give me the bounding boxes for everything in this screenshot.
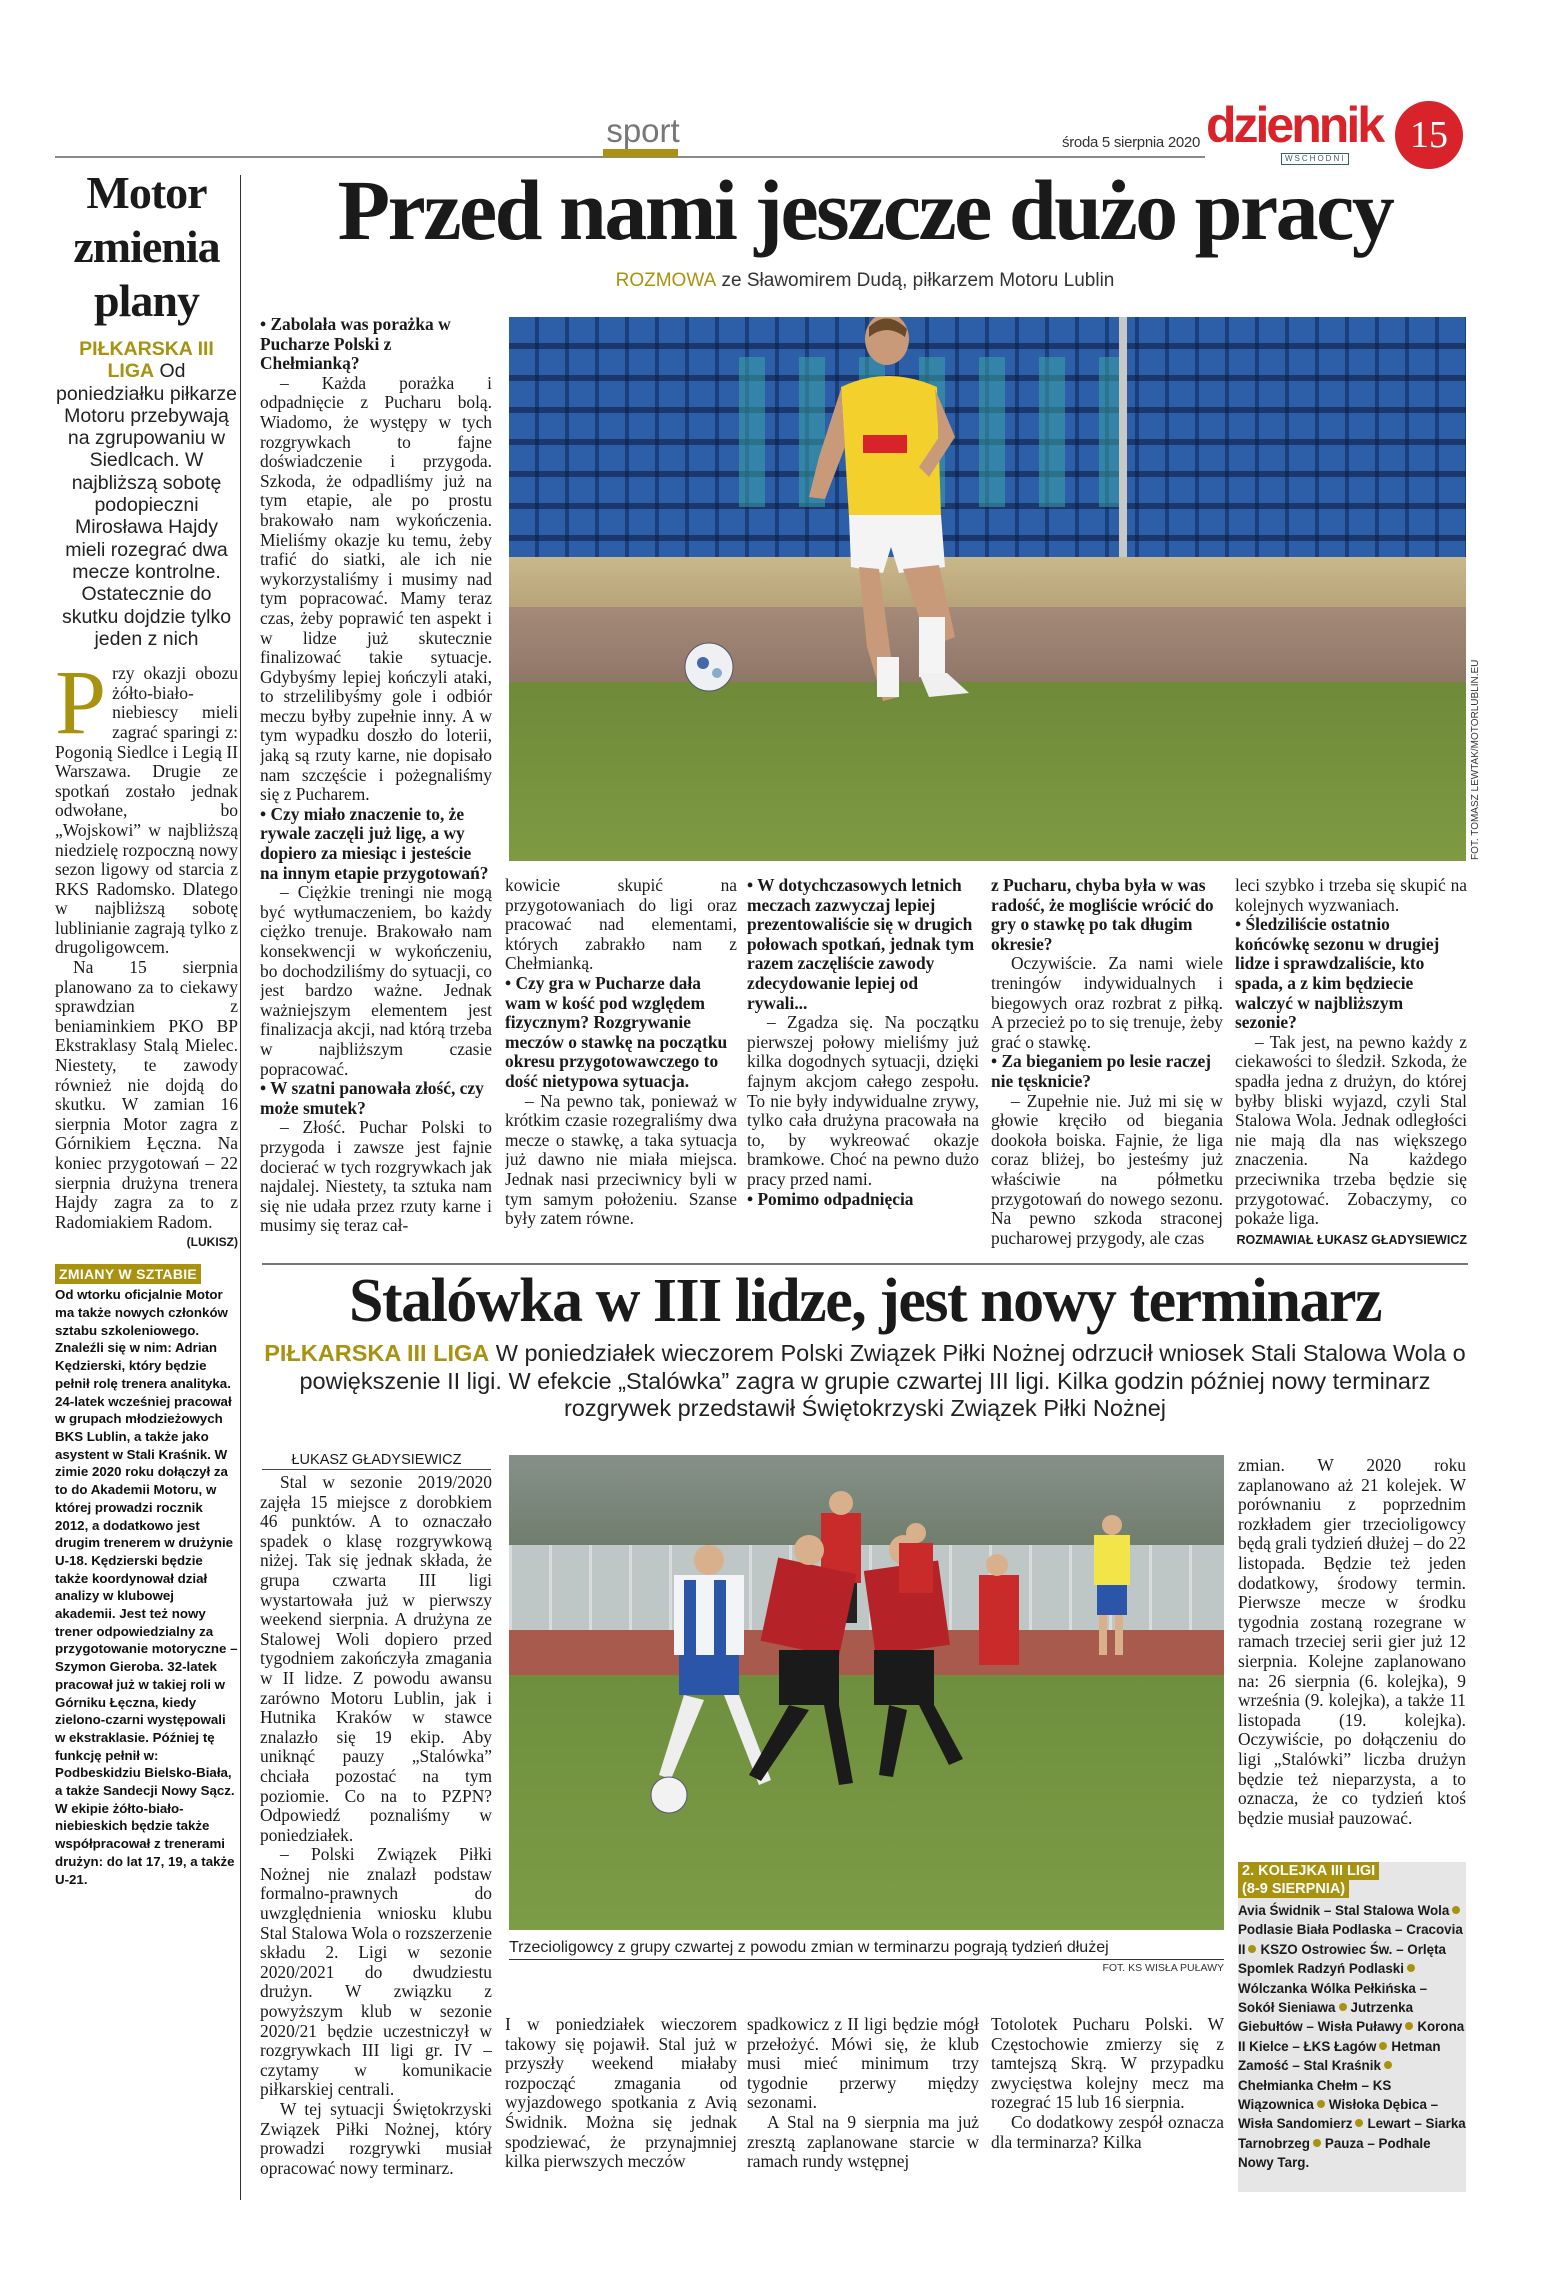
- bullet-dot-icon: [1384, 2061, 1392, 2069]
- question-paragraph: • W szatni panowała złość, czy może smutek?: [260, 1079, 492, 1118]
- bullet-dot-icon: [1355, 2119, 1363, 2127]
- issue-date: środa 5 sierpnia 2020: [1062, 134, 1200, 151]
- bullet-dot-icon: [1452, 1906, 1460, 1914]
- text-paragraph: – Zgadza się. Na początku pierwszej połowy mieliśmy już kilka dogodnych sytuacji, dzięki fajnym akcjom całego zespołu. To nie były indywidualne zrywy, tylko cała drużyna pracowała na to, by wykreować okazje bramkowe. Choć na pewno dużo pracy przed nami.: [747, 1012, 979, 1189]
- bullet-dot-icon: [1379, 2042, 1387, 2050]
- text-paragraph: Oczywiście. Za nami wiele treningów indywidualnych i biegowych oraz rozbrat z piłką. A przecież po to się trenuje, żeby grać o stawkę.: [991, 953, 1223, 1052]
- bullet-dot-icon: [1405, 2022, 1413, 2030]
- text-paragraph: – Polski Związek Piłki Nożnej nie znalazł podstaw formalno-prawnych do uwzględnienia wniosku klubu Stal Stalowa Wola o rozszerzenie składu 2. Ligi w sezonie 2020/2021 do dwudziestu drużyn. W związku z powyższym klub w sezonie 2020/21 będzie uczestniczył w rozgrywkach III ligi gr. IV – czytamy w komunikacie piłkarskiej centrali.: [260, 1844, 492, 2100]
- page-number-badge: 15: [1395, 101, 1463, 169]
- players-figure: [509, 1455, 1224, 1930]
- question-paragraph: • W dotychczasowych letnich meczach zazwyczaj lepiej prezentowaliście się w drugich połowach spotkań, jednak tym razem zaczęliście zawody zdecydowanie lepiej od rywali...: [747, 876, 979, 1013]
- interview-headline: Przed nami jeszcze dużo pracy: [337, 162, 1393, 258]
- article-deck-text: W poniedziałek wieczorem Polski Związek Piłki Nożnej odrzucił wniosek Stali Stalowa Wola o powiększenie II ligi. W efekcie „Stalówka” zagra w grupie czwartej III ligi. Kilka godzin później nowy terminarz rozgrywek przedstawił Świętokrzyski Związek Piłki Nożnej: [299, 1340, 1466, 1421]
- interview-column-4: [991, 876, 1223, 1248]
- fixture-item: Avia Świdnik – Stal Stalowa Wola: [1238, 1903, 1450, 1918]
- text-paragraph: leci szybko i trzeba się skupić na kolejnych wyzwaniach.: [1235, 876, 1467, 915]
- question-paragraph: • Za bieganiem po lesie raczej nie tęsknicie?: [991, 1052, 1223, 1091]
- interview-kicker: ROZMOWA: [615, 270, 717, 291]
- fixture-item: Chełmianka Chełm – KS Wiązownica: [1238, 2077, 1392, 2113]
- article-kicker: PIŁKARSKA III LIGA: [264, 1340, 490, 1366]
- fixture-item: Lewart – Siarka Tarnobrzeg: [1238, 2116, 1466, 2151]
- bullet-dot-icon: [1407, 1964, 1415, 1972]
- sidebar: [55, 166, 238, 2206]
- text-paragraph: Co dodatkowy zespół oznacza dla terminarza? Kilka: [991, 2111, 1224, 2152]
- fixture-item: Podlasie Biała Podlaska – Cracovia II: [1238, 1922, 1463, 1957]
- match-photo: [509, 1455, 1224, 1930]
- text-paragraph: spadkowicz z II ligi będzie mógł przełożyć. Mówi się, że klub musi mieć minimum trzy tygodnie przerwy między sezonami.: [747, 2015, 979, 2113]
- article-column-5: [1238, 1456, 1466, 1856]
- text-paragraph: Totolotek Pucharu Polski. W Częstochowie zmierzy się z tamtejszą Skrą. W przypadku zwycięstwa kolejny mecz ma rozegrać 15 lub 16 sierpnia.: [991, 2015, 1224, 2113]
- interview-signature: ROZMAWIAŁ ŁUKASZ GŁADYSIEWICZ: [1236, 1232, 1467, 1247]
- fixture-item: Hetman Zamość – Stal Kraśnik: [1238, 2038, 1441, 2074]
- staff-changes-text: Od wtorku oficjalnie Motor ma także nowych członków sztabu szkoleniowego. Znaleźli się w nim: Adrian Kędzierski, który będzie pełnił rolę trenera analityka. 24-latek wcześniej pracował w grupach młodzieżowych BKS Lublin, a także jako asystent w Stali Kraśnik. W zimie 2020 roku dołączył za to do Akademii Motoru, w której prowadzi rocznik 2012, a dodatkowo jest drugim trenerem w drużynie U-18. Kędzierski będzie także koordynował dział analizy w klubowej akademii. Jest też nowy trener odpowiedzialny za przygotowanie motoryczne – Szymon Gieroba. 32-latek pracował już w takiej roli w Górniku Łęczna, kiedy zielono-czarni występowali w ekstraklasie. Później tę funkcję pełnił w: Podbeskidziu Bielsko-Biała, a także Sandecji Nowy Sącz. W ekipie żółto-biało-niebieskich będzie także współpracował z trenerami drużyn: do lat 17, 19, a także U-21.: [55, 1287, 238, 1887]
- sidebar-lead: [55, 338, 238, 650]
- staff-changes-label: ZMIANY W SZTABIE: [55, 1264, 201, 1284]
- text-paragraph: – Złość. Puchar Polski to przygoda i zawsze jest fajnie docierać w tych rozgrywkach jak najdalej. Niestety, ta sztuka nam się nie udała przez rzuty karne i musimy się teraz cał-: [260, 1117, 492, 1236]
- football-icon: [679, 637, 739, 697]
- text-paragraph: – Tak jest, na pewno każdy z ciekawości to śledził. Szkoda, że spadła jedna z drużyn, do której byłby bliski wyjazd, czyli Stal Stalowa Wola. Jednak odległości nie mają dla nas większego znaczenia. Na każdego przeciwnika trzeba będzie się przygotować. Zobaczymy, co pokaże liga.: [1235, 1031, 1467, 1229]
- article-column-2: [505, 2015, 737, 2210]
- sidebar-divider: [240, 175, 241, 2200]
- photo-caption: Trzecioligowcy z grupy czwartej z powodu zmian w terminarzu pograją tydzień dłużej: [509, 1938, 1224, 1960]
- interview-column-5: [1235, 876, 1467, 1256]
- interview-subtitle: [262, 270, 1468, 292]
- fixture-item: Korona II Kielce – ŁKS Łagów: [1238, 2019, 1465, 2054]
- question-paragraph: • Czy miało znaczenie to, że rywale zaczęli już ligę, a wy dopiero za miesiąc i jesteście na innym etapie przygotowań?: [260, 805, 492, 883]
- photo-credit: FOT. KS WISŁA PUŁAWY: [1102, 1962, 1224, 1974]
- fixture-item: Pauza – Podhale Nowy Targ.: [1238, 2135, 1431, 2171]
- text-paragraph: Stal w sezonie 2019/2020 zajęła 15 miejsce z dorobkiem 46 punktów. A to oznaczało spadek o klasę rozgrywkową niżej. Tak się jednak składa, że grupa czwarta III ligi wystartowała już w pierwszy weekend sierpnia. A drużyna ze Stalowej Woli dopiero przed tygodniem zakończyła zmagania w II lidze. Z powodu awansu zarówno Motoru Lublin, jak i Hutnika Kraków w stawce znalazło się 19 ekip. Aby uniknąć pauzy „Stalówka” chciała pozostać na tym poziomie. Co na to PZPN? Odpowiedź poznaliśmy w poniedziałek.: [260, 1473, 492, 1845]
- text-paragraph: – Każda porażka i odpadnięcie z Pucharu bolą. Wiadomo, że występy w tych rozgrywkach to fajne doświadczenie i przygoda. Szkoda, że odpadliśmy już na tym etapie, ale po prostu brakowało nam wykończenia. Mieliśmy okazje ku temu, żeby trafić do siatki, ale ich nie wykorzystaliśmy i musimy nad tym popracować. Mamy teraz czas, żeby poprawić ten aspekt i w lidze już skutecznie finalizować takie sytuacje. Gdybyśmy lepiej kończyli ataki, to strzelilibyśmy gole i odbiór meczu byłby zupełnie inny. A w tym wypadku doszło do loterii, jaką są rzuty karne, nie dopisało nam szczęście i pożegnaliśmy się z Pucharem.: [260, 372, 492, 805]
- text-paragraph: A Stal na 9 sierpnia ma już zresztą zaplanowane starcie w ramach rundy wstępnej: [747, 2111, 979, 2172]
- interview-column-3: [747, 876, 979, 1248]
- sidebar-paragraph: rzy okazji obozu żółto-biało-niebiescy mieli zagrać sparingi z: Pogonią Siedlce i Legią II Warszawa. Drugie ze spotkań zostało jednak odwołane, bo „Wojskowi” w najbliższą niedzielę rozpoczną nowy sezon ligowy od starcia z RKS Radomsko. Dlatego w najbliższą sobotę lublinianie zagrają tylko z drugoligowcem.: [55, 663, 238, 958]
- bullet-dot-icon: [1248, 1945, 1256, 1953]
- sidebar-paragraph: Na 15 sierpnia planowano za to ciekawy sprawdzian z beniaminkiem PKO BP Ekstraklasy Stalą Mielec. Niestety, te zawody również nie dojdą do skutku. W zamian 16 sierpnia Motor zagra z Górnikiem Łęczna. Na koniec przygotowań – 22 sierpnia drużyna trenera Hajdy zagra za to z Radomiakiem Radom.: [55, 957, 238, 1232]
- bullet-dot-icon: [1313, 2139, 1321, 2147]
- interview-subtitle-text: ze Sławomirem Dudą, piłkarzem Motoru Lublin: [721, 270, 1115, 291]
- newspaper-logo: [1206, 97, 1383, 168]
- sidebar-lead-label: PIŁKARSKA III LIGA: [79, 338, 214, 383]
- text-paragraph: zmian. W 2020 roku zaplanowano aż 21 kolejek. W porównaniu z poprzednim rozkładem gier trzecioligowcy będą grali tydzień dłużej – do 22 listopada. Będzie też jeden dodatkowy, środowy termin. Pierwsze mecze w środku tygodnia zostaną rozegrane w ramach trzeciej serii gier już 12 sierpnia. Kolejne zaplanowano na: 26 sierpnia (6. kolejka), 9 września (9. kolejka), a także 11 listopada (19. kolejka). Oczywiście, po dołączeniu do ligi „Stalówki” liczba drużyn będzie też nieparzysta, a to oznacza, że co tydzień ktoś będzie musiał pauzować.: [1238, 1456, 1466, 1828]
- photo-caption-block: [509, 1938, 1224, 1975]
- question-paragraph: • Pomimo odpadnięcia: [747, 1190, 979, 1210]
- football-icon: [651, 1777, 687, 1813]
- player-photo: [509, 317, 1466, 861]
- logo-subtitle: WSCHODNI: [1281, 153, 1349, 165]
- fixture-item: Jutrzenka Giebułtów – Wisła Puławy: [1238, 2000, 1414, 2035]
- section-accent-bar: [603, 149, 678, 157]
- fixtures-list: [1238, 1901, 1466, 2173]
- fixture-item: Wisłoka Dębica – Wisła Sandomierz: [1238, 2097, 1439, 2132]
- sidebar-headline: Motor zmienia plany: [73, 167, 220, 326]
- question-paragraph: • Śledziliście ostatnio końcówkę sezonu w drugiej lidze i sprawdzaliście, kto spada, a z kim będziecie walczyć w najbliższym sezonie?: [1235, 915, 1467, 1033]
- text-paragraph: kowicie skupić na przygotowaniach do ligi oraz pracować nad elementami, których zabrakło nam z Chełmianką.: [505, 876, 737, 974]
- text-paragraph: – Ciężkie treningi nie mogą być wytłumaczeniem, bo każdy ciężko trenuje. Brakowało nam konsekwencji w wykończeniu, bo dochodziliśmy do sytuacji, co jest bardzo ważne. Jednak ważniejszym elementem jest finalizacja akcji, nad którą trzeba w najbliższym czasie popracować.: [260, 882, 492, 1079]
- fixtures-title-line1: 2. KOLEJKA III LIGI: [1238, 1862, 1379, 1880]
- text-paragraph: – Na pewno tak, ponieważ w krótkim czasie rozegraliśmy dwa mecze o stawkę, a taka sytuacja już dawno nie miała miejsca. Jednak nasi przeciwnicy byli w tym samym położeniu. Szanse były zatem równe.: [505, 1090, 737, 1229]
- article-headline: Stalówka w III lidze, jest nowy terminarz: [348, 1267, 1381, 1335]
- article-column-4: [991, 2015, 1224, 2210]
- interview-column-2: [505, 876, 737, 1248]
- sidebar-body: [55, 651, 238, 1250]
- fixtures-box: [1238, 1862, 1466, 2192]
- sidebar-lead-text: Od poniedziałku piłkarze Motoru przebywają na zgrupowaniu w Siedlcach. W najbliższą sobotę podopieczni Mirosława Hajdy mieli rozegrać dwa mecze kontrolne. Ostatecznie do skutku dojdzie tylko jeden z nich: [55, 360, 238, 650]
- fixture-item: Wólczanka Wólka Pełkińska – Sokół Sieniawa: [1238, 1980, 1428, 2016]
- photo-credit: FOT. TOMASZ LEWTAK/MOTORLUBLIN.EU: [1470, 659, 1481, 860]
- bullet-dot-icon: [1339, 2003, 1347, 2011]
- article-column-1: [260, 1473, 492, 2203]
- article-deck: [262, 1340, 1468, 1423]
- text-paragraph: W tej sytuacji Świętokrzyski Związek Piłki Nożnej, który prowadzi rozgrywki musiał opracować nowy terminarz.: [260, 2099, 492, 2178]
- interview-column-1: [260, 315, 492, 1247]
- article-column-3: [747, 2015, 979, 2210]
- fixtures-title-line2: (8-9 SIERPNIA): [1238, 1880, 1349, 1898]
- question-paragraph: • Zabolała was porażka w Pucharze Polski z Chełmianką?: [260, 315, 492, 374]
- text-paragraph: – Zupełnie nie. Już mi się w głowie kręciło od biegania dookoła boiska. Fajnie, że liga coraz bliżej, bo jesteśmy już właściwie na półmetku przygotowań do nowego sezonu. Na pewno szkoda straconej pucharowej przygody, ale czas: [991, 1090, 1223, 1248]
- question-paragraph: • Czy gra w Pucharze dała wam w kość pod względem fizycznym? Rozgrywanie meczów o stawkę na początku okresu przygotowawczego to dość nietypowa sytuacja.: [505, 974, 737, 1092]
- question-paragraph: z Pucharu, chyba była w was radość, że mogliście wrócić do gry o stawkę po tak długim okresie?: [991, 876, 1214, 954]
- sidebar-signature: (LUKISZ): [186, 1235, 238, 1250]
- player-figure: [779, 317, 1039, 861]
- text-paragraph: I w poniedziałek wieczorem takowy się pojawił. Stal już w przyszły weekend miałaby rozpocząć zmagania od wyjazdowego spotkania z Avią Świdnik. Można się jednak spodziewać, że przynajmniej kilka pierwszych meczów: [505, 2015, 737, 2172]
- fixture-item: KSZO Ostrowiec Św. – Orlęta Spomlek Radzyń Podlaski: [1238, 1941, 1446, 1977]
- drop-cap: P: [55, 651, 107, 754]
- logo-word: dziennik: [1206, 97, 1383, 153]
- fixtures-box-title: [1238, 1862, 1466, 1898]
- section-label: sport: [606, 112, 680, 149]
- article-byline: ŁUKASZ GŁADYSIEWICZ: [262, 1451, 491, 1470]
- bullet-dot-icon: [1317, 2100, 1325, 2108]
